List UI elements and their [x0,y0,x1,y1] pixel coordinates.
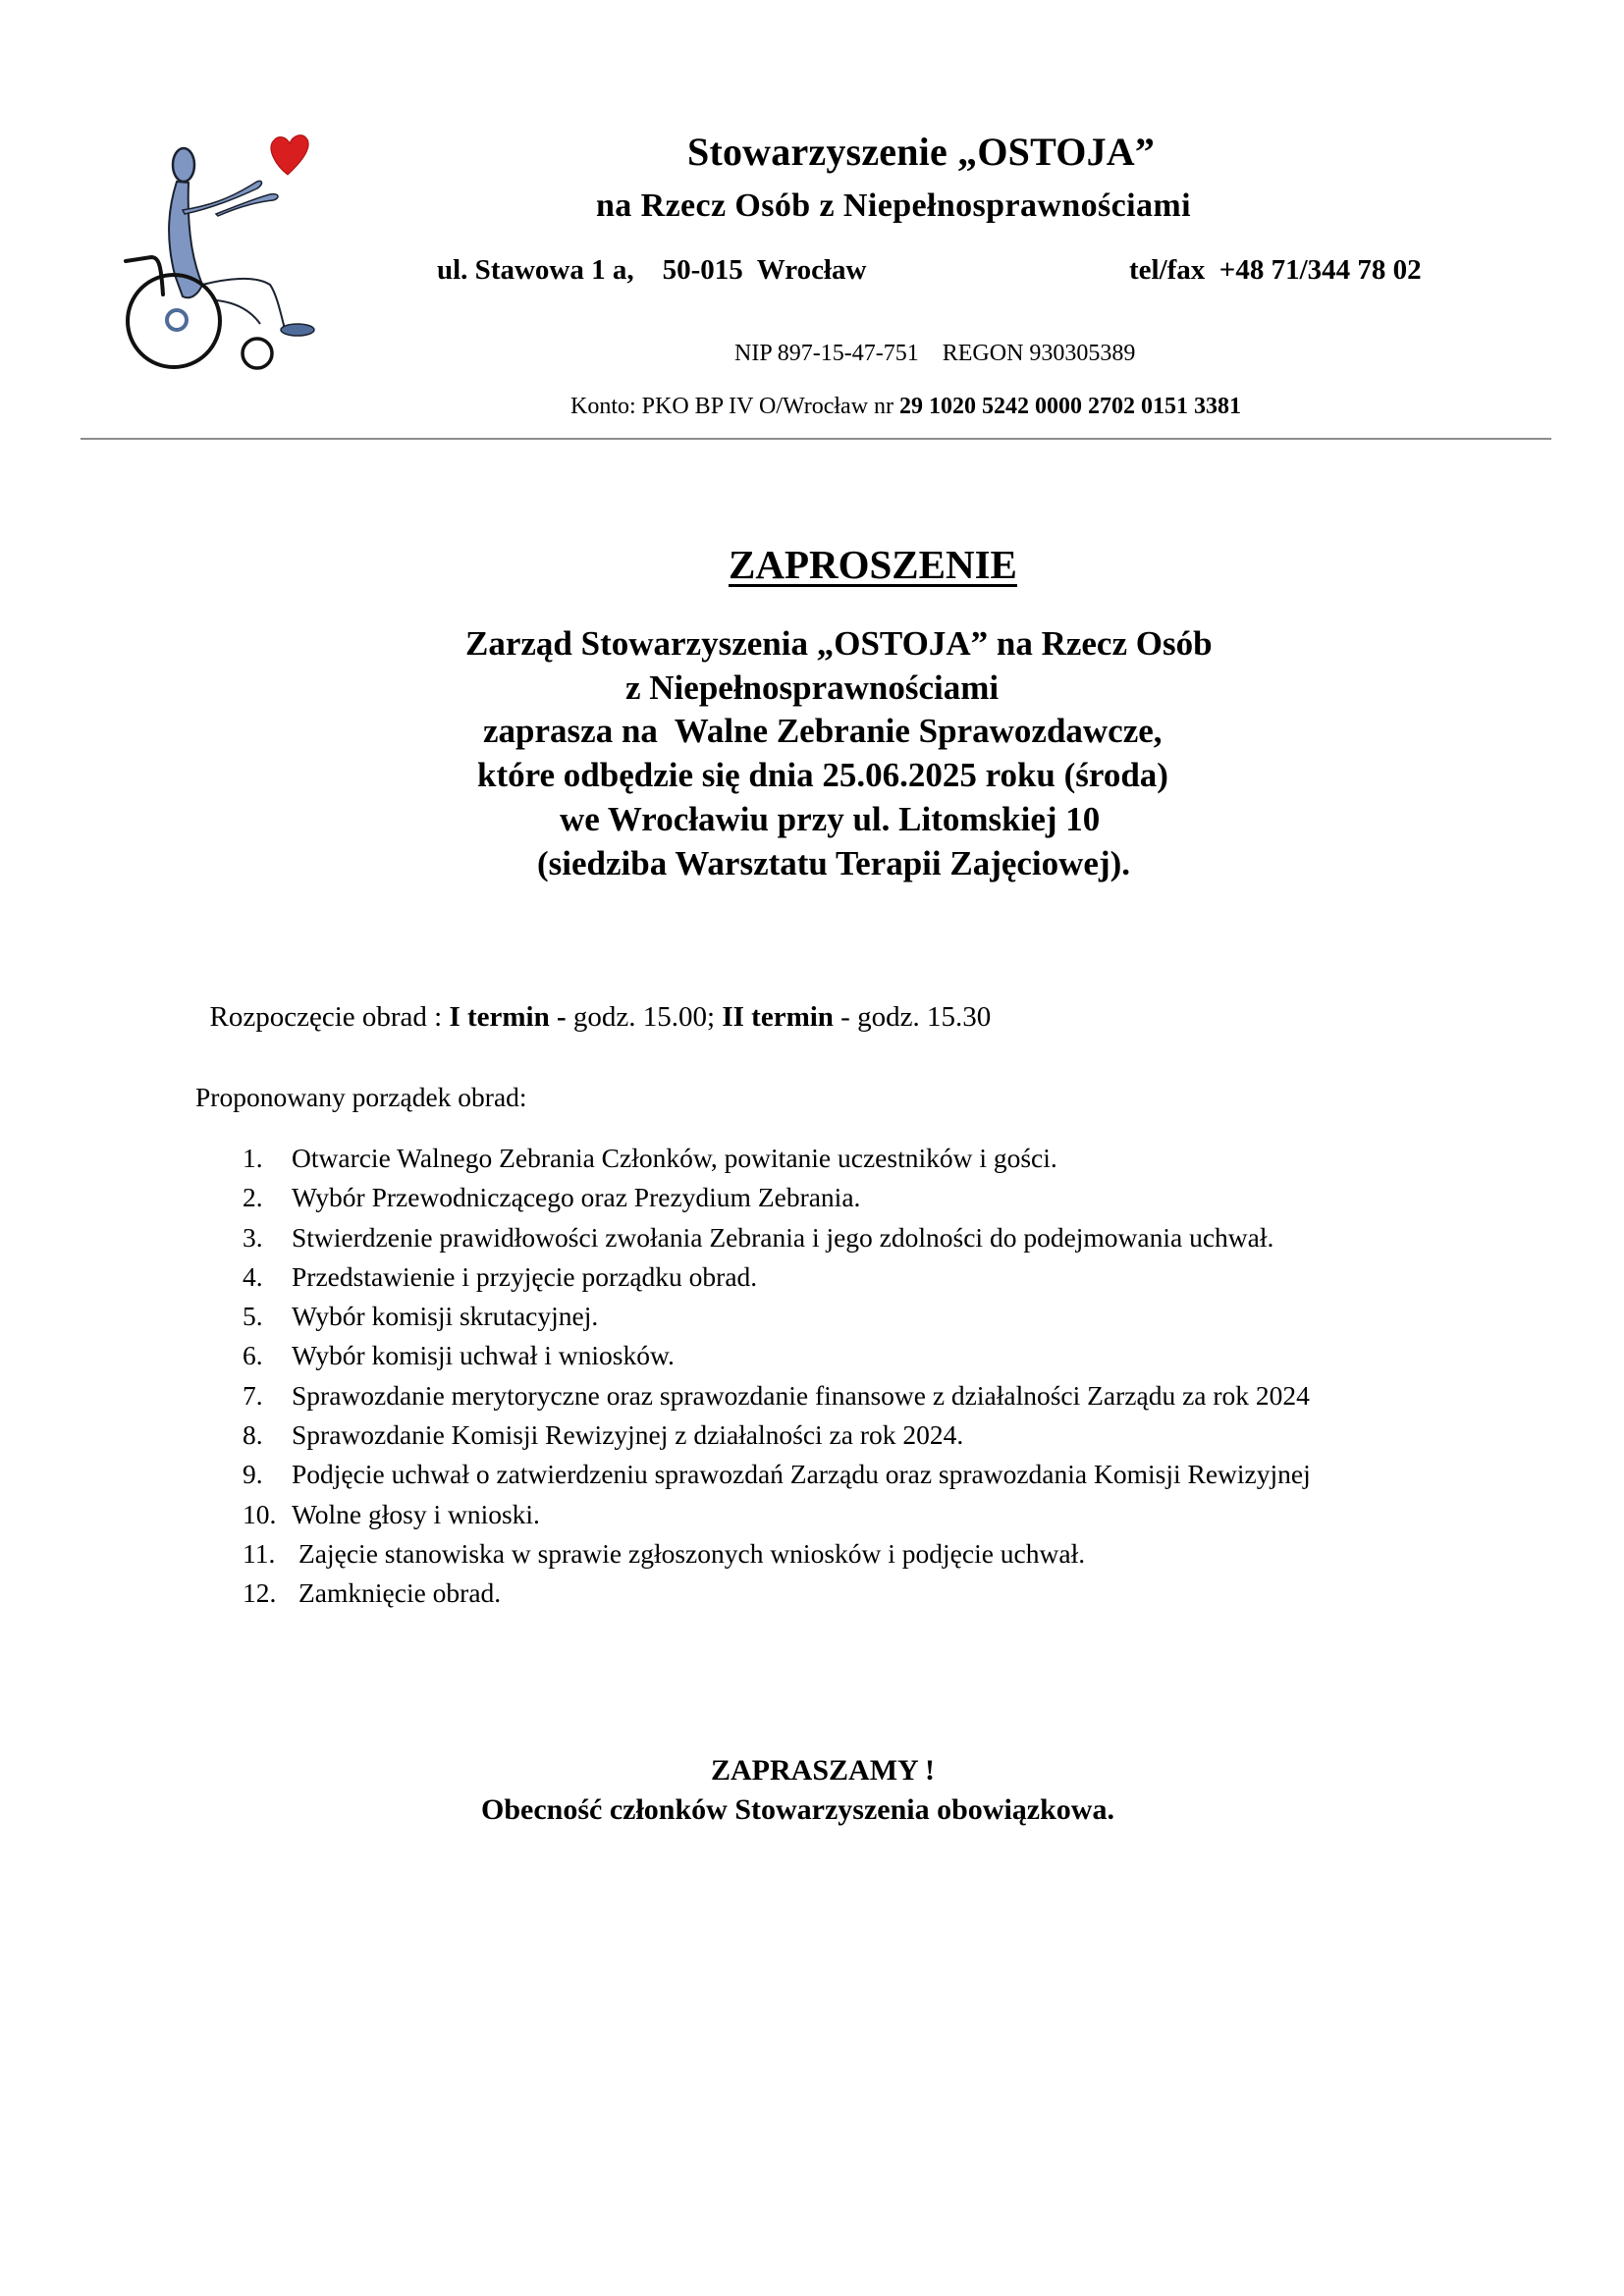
agenda-item-text: Wybór komisji uchwał i wniosków. [292,1340,675,1371]
invitation-line-6: (siedziba Warsztatu Terapii Zajęciowej). [537,844,1131,882]
agenda-item-text: Zamknięcie obrad. [298,1577,502,1609]
agenda-item-number: 3. [243,1221,263,1253]
tax-id-gap [919,341,943,366]
agenda-item-text: Wybór komisji skrutacyjnej. [292,1301,599,1332]
agenda-heading: Proponowany porządek obrad: [195,1082,527,1112]
org-address: ul. Stawowa 1 a, 50-015 Wrocław [437,254,867,286]
invitation-line-4: które odbędzie się dnia 25.06.2025 roku (środa) [477,756,1168,794]
org-bank-account [559,367,1241,420]
agenda-item-number: 5. [243,1301,263,1332]
agenda-item-number: 11. [243,1537,276,1569]
wheelchair-heart-logo [118,128,334,383]
attendance-notice: Obecność członków Stowarzyszenia obowiązkowa. [481,1793,1114,1826]
wheelchair-small-wheel [243,339,272,368]
header-divider [81,438,1551,440]
figure-leg-lower [216,300,260,324]
agenda-item-number: 6. [243,1340,263,1371]
invitation-line-1: Zarząd Stowarzyszenia „OSTOJA” na Rzecz Osób [465,624,1213,663]
agenda-item-number: 4. [243,1260,263,1292]
org-subtitle: na Rzecz Osób z Niepełnosprawnościami [596,187,1191,224]
agenda-item-number: 12. [243,1577,277,1609]
agenda-item-text: Zajęcie stanowiska w sprawie zgłoszonych wniosków i podjęcie uchwał. [298,1537,1086,1569]
agenda-item-text: Wybór Przewodniczącego oraz Prezydium Zebrania. [292,1182,861,1213]
invitation-line-5: we Wrocławiu przy ul. Litomskiej 10 [560,800,1101,838]
heart-icon [271,135,308,175]
agenda-item-number: 10. [243,1498,277,1529]
org-tax-ids [723,314,1135,367]
account-number: 29 1020 5242 0000 2702 0151 3381 [899,394,1242,419]
invitation-title: ZAPROSZENIE [729,542,1017,587]
term2-label: II termin [722,1001,834,1033]
invitation-line-2: z Niepełnosprawnościami [625,668,1000,707]
meeting-schedule [195,969,991,1034]
agenda-item-text: Sprawozdanie merytoryczne oraz sprawozdanie finansowe z działalności Zarządu za rok 2024 [292,1379,1310,1411]
agenda-item-number: 7. [243,1379,263,1411]
org-nip: NIP 897-15-47-751 [734,341,919,366]
agenda-item-text: Podjęcie uchwał o zatwierdzeniu sprawozdań Zarządu oraz sprawozdania Komisji Rewizyjnej [292,1459,1311,1490]
term2-time: - godz. 15.30 [833,1001,992,1033]
org-regon: REGON 930305389 [942,341,1136,366]
term1-label: I termin - [449,1001,567,1033]
account-label: Konto: PKO BP IV O/Wrocław nr [570,394,900,419]
figure-arm-upper [183,181,261,214]
agenda-item-number: 2. [243,1182,263,1213]
agenda-item-text: Przedstawienie i przyjęcie porządku obrad. [292,1260,758,1292]
figure-foot [281,324,314,336]
agenda-item-number: 1. [243,1143,263,1173]
agenda-item-number: 8. [243,1419,263,1451]
agenda-item-text: Sprawozdanie Komisji Rewizyjnej z działalności za rok 2024. [292,1419,964,1451]
schedule-prefix: Rozpoczęcie obrad : [209,1001,450,1033]
figure-head [173,148,194,182]
org-name: Stowarzyszenie „OSTOJA” [687,130,1156,174]
agenda-item-text: Stwierdzenie prawidłowości zwołania Zebrania i jego zdolności do podejmowania uchwał. [292,1221,1274,1253]
invitation-line-3: zaprasza na Walne Zebranie Sprawozdawcze, [483,712,1163,750]
org-phone: tel/fax +48 71/344 78 02 [1129,254,1422,286]
closing-invite: ZAPRASZAMY ! [711,1754,936,1787]
agenda-item-number: 9. [243,1459,263,1490]
figure-arm-lower [216,194,278,216]
wheelchair-big-wheel [128,275,220,367]
wheelchair-hub [167,310,187,330]
agenda-item-text: Otwarcie Walnego Zebrania Członków, powitanie uczestników i gości. [292,1143,1057,1173]
term1-time: godz. 15.00; [566,1001,723,1033]
agenda-item-text: Wolne głosy i wnioski. [292,1498,540,1529]
